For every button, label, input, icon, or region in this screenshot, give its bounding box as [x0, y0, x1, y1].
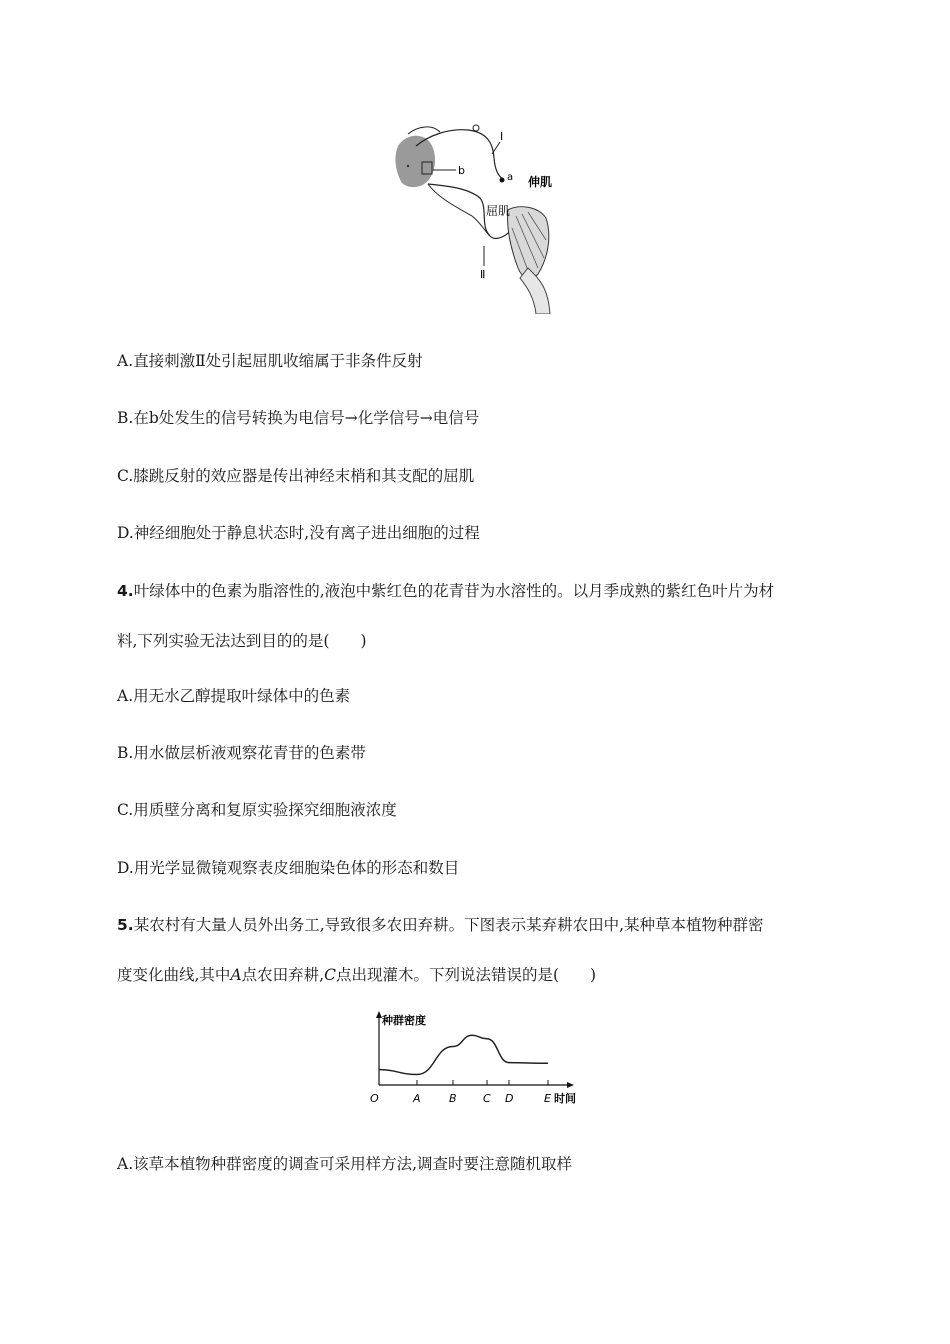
q4-option-b: B.用水做层析液观察花青苷的色素带 [117, 744, 366, 762]
roman1-arrow [492, 142, 500, 154]
spinal-cord-gray-matter [395, 136, 435, 187]
x-tick-label-a: A [413, 1092, 421, 1105]
q5-stem-point-c: C [324, 966, 336, 984]
q5-number: 5. [117, 916, 134, 934]
ganglion [473, 125, 479, 131]
y-axis-label: 种群密度 [382, 1014, 426, 1027]
q5-stem-text1: 某农村有大量人员外出务工,导致很多农田弃耕。下图表示某弃耕农田中,某种草本植物种群密 [133, 916, 764, 934]
nerve-branch [428, 184, 490, 236]
q5-stem-point-a: A [230, 966, 242, 984]
x-tick-label-d: D [505, 1092, 514, 1105]
leg-bone [520, 268, 550, 314]
label-b: b [458, 164, 465, 177]
q3-option-c: C.膝跳反射的效应器是传出神经末梢和其支配的屈肌 [117, 467, 475, 485]
q5-option-a: A.该草本植物种群密度的调查可采用样方法,调查时要注意随机取样 [117, 1155, 573, 1173]
q5-stem-line1 [117, 915, 764, 935]
q3-option-a: A.直接刺激Ⅱ处引起屈肌收缩属于非条件反射 [117, 352, 423, 370]
point-a [500, 178, 505, 183]
q4-option-a: A.用无水乙醇提取叶绿体中的色素 [117, 687, 351, 705]
q4-option-d: D.用光学显微镜观察表皮细胞染色体的形态和数目 [117, 859, 460, 877]
x-tick-label-e: E [544, 1092, 551, 1105]
x-tick-label-c: C [483, 1092, 491, 1105]
reflex-diagram [388, 118, 588, 314]
dorsal-root [408, 127, 440, 134]
q4-stem-text1: 叶绿体中的色素为脂溶性的,液泡中紫红色的花青苷为水溶性的。以月季成熟的紫红色叶片为材 [133, 582, 775, 600]
q4-option-c: C.用质壁分离和复原实验探究细胞液浓度 [117, 801, 397, 819]
label-a: a [507, 172, 514, 183]
population-chart-svg [362, 1008, 588, 1108]
reflex-diagram-svg [388, 118, 588, 314]
q5-stem-mid: 点农田弃耕, [241, 966, 325, 984]
q4-stem-line2: 料,下列实验无法达到目的的是( ) [117, 632, 367, 650]
label-extensor: 伸肌 [528, 175, 553, 189]
q5-stem-line2 [117, 965, 596, 985]
q5-stem-post: 点出现灌木。下列说法错误的是( ) [335, 966, 597, 984]
q4-number: 4. [117, 582, 134, 600]
density-curve [379, 1035, 548, 1074]
population-chart [362, 1008, 588, 1108]
x-tick-label-b: B [449, 1092, 457, 1105]
origin-label: O [370, 1092, 379, 1105]
q3-option-b: B.在b处发生的信号转换为电信号→化学信号→电信号 [117, 409, 480, 427]
label-roman-2: Ⅱ [480, 268, 486, 281]
label-roman-1: I [500, 130, 504, 143]
x-axis-label: 时间 [554, 1092, 576, 1105]
x-axis-arrow [567, 1082, 574, 1088]
q4-stem-line1 [117, 581, 774, 601]
central-canal [407, 165, 409, 167]
x-ticks [412, 1080, 551, 1105]
q3-option-d: D.神经细胞处于静息状态时,没有离子进出细胞的过程 [117, 524, 480, 542]
q5-stem-pre: 度变化曲线,其中 [117, 966, 231, 984]
label-flexor: 屈肌 [486, 204, 511, 218]
